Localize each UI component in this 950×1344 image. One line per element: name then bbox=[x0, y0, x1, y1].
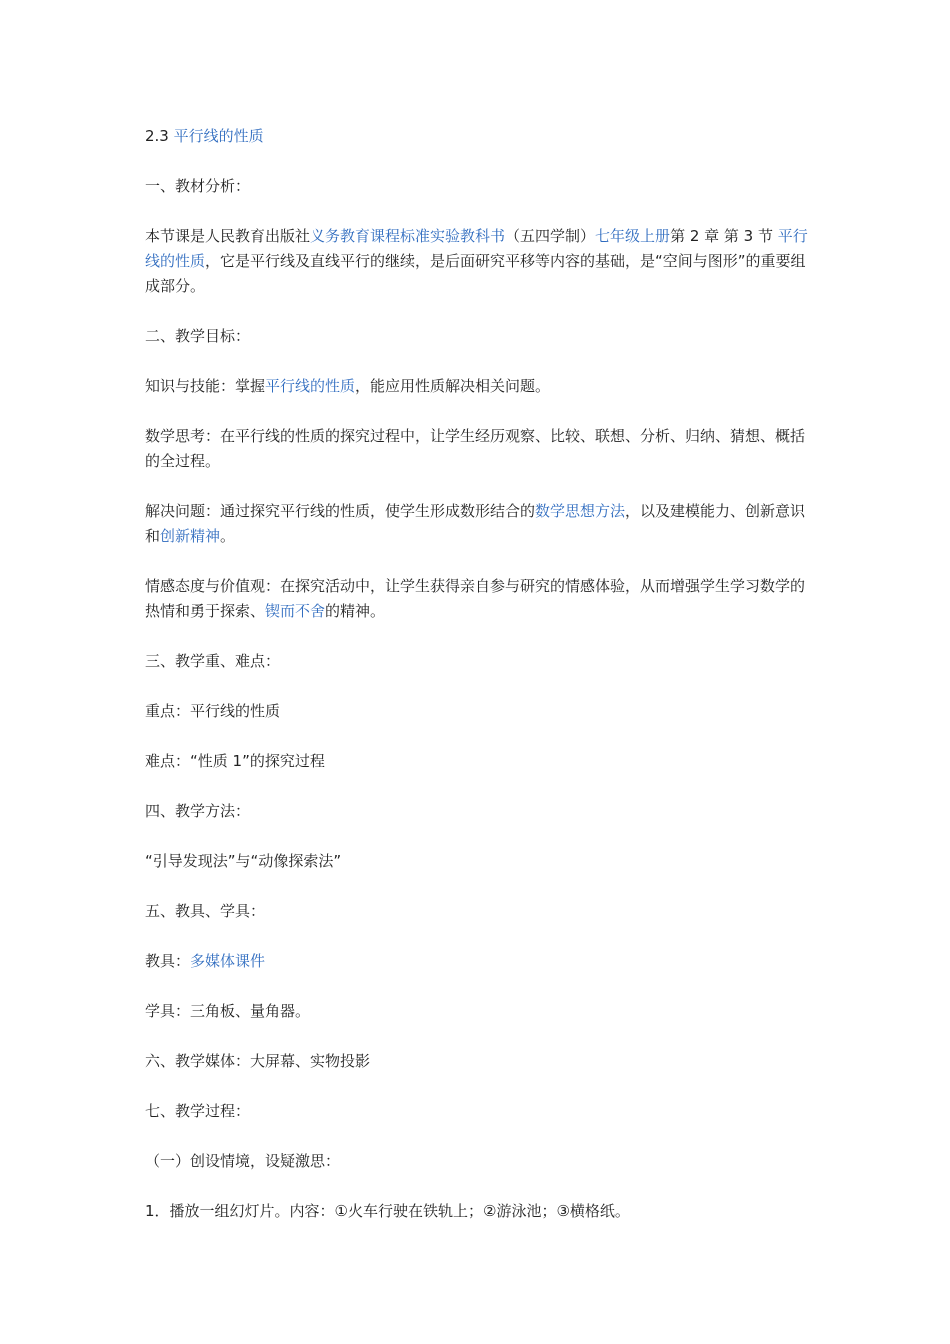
section-3-heading: 三、教学重、难点： bbox=[145, 652, 281, 670]
text-run: ，能应用性质解决相关问题。 bbox=[355, 377, 551, 395]
text-run: 情感态度与价值观：在探究活动中，让学生获得亲自参与研究的情感体验，从而增强学生学习数学的热情和勇于探索、 bbox=[145, 577, 806, 620]
math-thinking-link[interactable]: 数学思想方法 bbox=[535, 502, 626, 520]
key-point: 重点：平行线的性质 bbox=[145, 702, 281, 720]
goal-knowledge bbox=[145, 374, 810, 399]
parallel-lines-link[interactable]: 平行线的性质 bbox=[265, 377, 356, 395]
section-5-heading: 五、教具、学具： bbox=[145, 902, 266, 920]
section-4-heading: 四、教学方法： bbox=[145, 802, 251, 820]
doc-title bbox=[145, 124, 810, 149]
text-run: ，以及建模能力、创新意识和 bbox=[145, 502, 806, 545]
step-1-item: 1．播放一组幻灯片。内容：①火车行驶在铁轨上；②游泳池；③横格纸。 bbox=[145, 1202, 630, 1220]
step-1-heading: （一）创设情境，设疑激思： bbox=[145, 1152, 341, 1170]
teaching-tools bbox=[145, 949, 810, 974]
text-run: 的精神。 bbox=[325, 602, 386, 620]
section-6-heading: 六、教学媒体：大屏幕、实物投影 bbox=[145, 1052, 371, 1070]
goal-problem-solving bbox=[145, 499, 810, 549]
title-number: 2.3 bbox=[145, 127, 174, 145]
multimedia-link[interactable]: 多媒体课件 bbox=[190, 952, 266, 970]
text-run: 本节课是人民教育出版社 bbox=[145, 227, 311, 245]
teaching-methods: “引导发现法”与“动像探索法” bbox=[145, 852, 342, 870]
goal-attitude bbox=[145, 574, 810, 624]
text-run: 第 2 章 第 3 节 bbox=[670, 227, 778, 245]
text-run: 。 bbox=[220, 527, 236, 545]
text-run: 知识与技能：掌握 bbox=[145, 377, 266, 395]
parallel-lines-link[interactable]: 平行线的性质 bbox=[145, 227, 808, 270]
innovation-spirit-link[interactable]: 创新精神 bbox=[160, 527, 221, 545]
goal-thinking: 数学思考：在平行线的性质的探究过程中，让学生经历观察、比较、联想、分析、归纳、猜想、概括的全过程。 bbox=[145, 427, 806, 470]
text-run: （五四学制） bbox=[505, 227, 596, 245]
text-run: ，它是平行线及直线平行的继续，是后面研究平移等内容的基础，是“空间与图形”的重要组成部分。 bbox=[145, 252, 806, 295]
title-link[interactable]: 平行线的性质 bbox=[173, 127, 264, 145]
document-page bbox=[145, 124, 810, 1224]
section-1-heading: 一、教材分析： bbox=[145, 177, 251, 195]
text-run: 教具： bbox=[145, 952, 191, 970]
section-7-heading: 七、教学过程： bbox=[145, 1102, 251, 1120]
grade-link[interactable]: 七年级上册 bbox=[595, 227, 671, 245]
difficult-point: 难点：“性质 1”的探究过程 bbox=[145, 752, 325, 770]
text-run: 解决问题：通过探究平行线的性质，使学生形成数形结合的 bbox=[145, 502, 536, 520]
perseverance-link[interactable]: 锲而不舍 bbox=[265, 602, 326, 620]
material-analysis-paragraph bbox=[145, 224, 810, 299]
textbook-link[interactable]: 义务教育课程标准实验教科书 bbox=[310, 227, 506, 245]
student-tools: 学具：三角板、量角器。 bbox=[145, 1002, 311, 1020]
section-2-heading: 二、教学目标： bbox=[145, 327, 251, 345]
